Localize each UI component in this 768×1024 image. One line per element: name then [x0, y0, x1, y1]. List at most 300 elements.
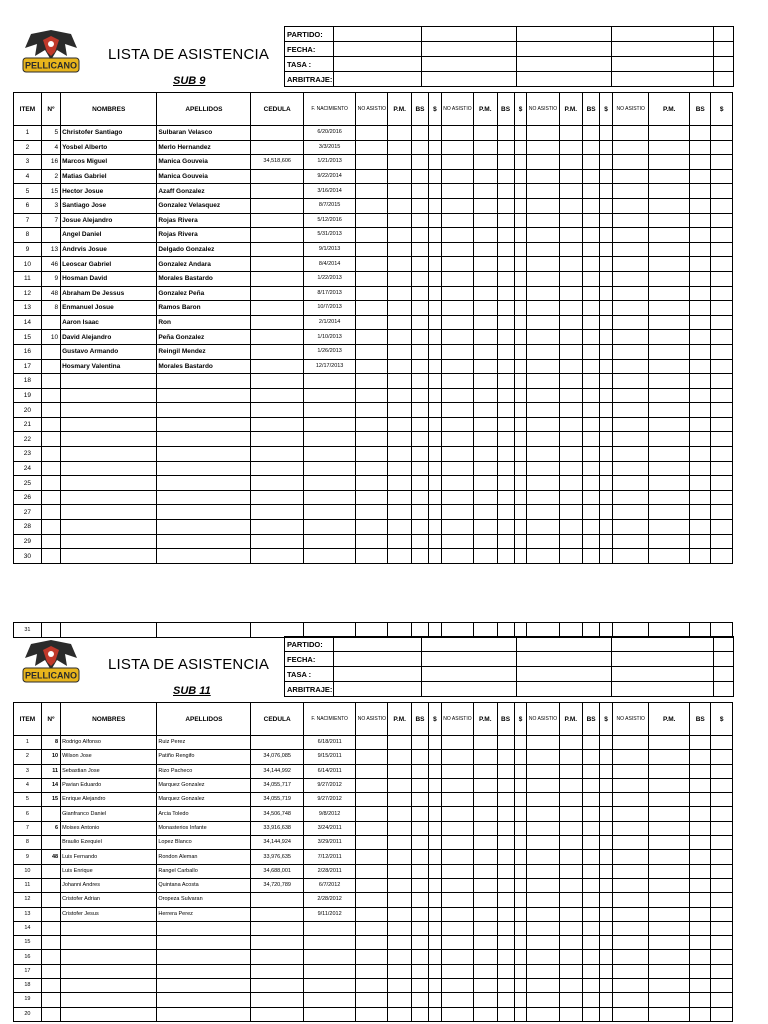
attendance-cell[interactable] — [411, 213, 428, 228]
attendance-cell[interactable] — [356, 850, 388, 864]
attendance-cell[interactable] — [514, 778, 527, 792]
attendance-cell[interactable] — [559, 778, 583, 792]
row-number[interactable]: 7 — [41, 213, 60, 228]
attendance-cell[interactable] — [583, 807, 600, 821]
row-fecha-nacimiento[interactable] — [303, 490, 355, 505]
attendance-cell[interactable] — [613, 921, 649, 935]
attendance-cell[interactable] — [356, 461, 388, 476]
row-number[interactable]: 11 — [41, 764, 60, 778]
attendance-cell[interactable] — [527, 403, 559, 418]
attendance-cell[interactable] — [649, 936, 690, 950]
attendance-cell[interactable] — [473, 979, 497, 993]
attendance-cell[interactable] — [473, 213, 497, 228]
attendance-cell[interactable] — [441, 228, 473, 243]
attendance-cell[interactable] — [583, 476, 600, 491]
attendance-cell[interactable] — [527, 242, 559, 257]
attendance-cell[interactable] — [583, 993, 600, 1007]
attendance-cell[interactable] — [690, 821, 711, 835]
attendance-cell[interactable] — [411, 979, 428, 993]
attendance-cell[interactable] — [356, 979, 388, 993]
attendance-cell[interactable] — [473, 534, 497, 549]
attendance-cell[interactable] — [690, 461, 711, 476]
attendance-cell[interactable] — [388, 864, 412, 878]
attendance-cell[interactable] — [600, 1007, 613, 1021]
row-apellidos[interactable]: Morales Bastardo — [157, 271, 251, 286]
row-cedula[interactable] — [251, 184, 303, 199]
attendance-cell[interactable] — [583, 821, 600, 835]
attendance-cell[interactable] — [583, 850, 600, 864]
attendance-cell[interactable] — [649, 432, 690, 447]
attendance-cell[interactable] — [411, 126, 428, 141]
attendance-cell[interactable] — [711, 778, 733, 792]
attendance-cell[interactable] — [473, 344, 497, 359]
attendance-cell[interactable] — [497, 403, 514, 418]
attendance-cell[interactable] — [690, 907, 711, 921]
row-fecha-nacimiento[interactable] — [303, 921, 355, 935]
attendance-cell[interactable] — [583, 936, 600, 950]
attendance-cell[interactable] — [527, 921, 559, 935]
attendance-cell[interactable] — [514, 432, 527, 447]
row-nombres[interactable]: Enrique Alejandro — [61, 793, 157, 807]
attendance-cell[interactable] — [429, 271, 442, 286]
attendance-cell[interactable] — [441, 936, 473, 950]
attendance-cell[interactable] — [356, 403, 388, 418]
attendance-cell[interactable] — [388, 126, 412, 141]
attendance-cell[interactable] — [356, 864, 388, 878]
attendance-cell[interactable] — [473, 921, 497, 935]
attendance-cell[interactable] — [527, 257, 559, 272]
attendance-cell[interactable] — [411, 301, 428, 316]
row-apellidos[interactable]: Monasterios Infante — [157, 821, 251, 835]
attendance-cell[interactable] — [388, 388, 412, 403]
attendance-cell[interactable] — [514, 821, 527, 835]
attendance-cell[interactable] — [583, 257, 600, 272]
attendance-cell[interactable] — [649, 979, 690, 993]
attendance-cell[interactable] — [527, 140, 559, 155]
row-fecha-nacimiento[interactable]: 9/27/2012 — [303, 793, 355, 807]
attendance-cell[interactable] — [690, 228, 711, 243]
attendance-cell[interactable] — [429, 836, 442, 850]
attendance-cell[interactable] — [473, 198, 497, 213]
attendance-cell[interactable] — [583, 549, 600, 564]
attendance-cell[interactable] — [527, 878, 559, 892]
attendance-cell[interactable] — [356, 505, 388, 520]
row-nombres[interactable] — [61, 432, 157, 447]
attendance-cell[interactable] — [388, 359, 412, 374]
attendance-cell[interactable] — [711, 750, 733, 764]
row-apellidos[interactable] — [157, 505, 251, 520]
attendance-cell[interactable] — [473, 286, 497, 301]
attendance-cell[interactable] — [527, 198, 559, 213]
attendance-cell[interactable] — [441, 1007, 473, 1021]
attendance-cell[interactable] — [388, 257, 412, 272]
attendance-cell[interactable] — [411, 271, 428, 286]
attendance-cell[interactable] — [600, 432, 613, 447]
row-cedula[interactable] — [251, 374, 303, 389]
row-apellidos[interactable]: Ron — [157, 315, 251, 330]
attendance-cell[interactable] — [649, 993, 690, 1007]
attendance-cell[interactable] — [600, 213, 613, 228]
attendance-cell[interactable] — [497, 359, 514, 374]
attendance-cell[interactable] — [613, 750, 649, 764]
attendance-cell[interactable] — [613, 461, 649, 476]
attendance-cell[interactable] — [356, 286, 388, 301]
attendance-cell[interactable] — [690, 850, 711, 864]
attendance-cell[interactable] — [388, 1007, 412, 1021]
row-cedula[interactable] — [251, 213, 303, 228]
attendance-cell[interactable] — [473, 950, 497, 964]
attendance-cell[interactable] — [711, 520, 733, 535]
attendance-cell[interactable] — [559, 242, 583, 257]
row-fecha-nacimiento[interactable] — [303, 936, 355, 950]
attendance-cell[interactable] — [527, 169, 559, 184]
attendance-cell[interactable] — [441, 388, 473, 403]
attendance-cell[interactable] — [583, 836, 600, 850]
attendance-cell[interactable] — [527, 374, 559, 389]
attendance-cell[interactable] — [429, 301, 442, 316]
row-number[interactable] — [41, 907, 60, 921]
attendance-cell[interactable] — [649, 228, 690, 243]
attendance-cell[interactable] — [613, 736, 649, 750]
row-cedula[interactable] — [251, 476, 303, 491]
attendance-cell[interactable] — [559, 520, 583, 535]
row-number[interactable] — [41, 461, 60, 476]
row-fecha-nacimiento[interactable] — [303, 950, 355, 964]
attendance-cell[interactable] — [473, 736, 497, 750]
attendance-cell[interactable] — [583, 301, 600, 316]
attendance-cell[interactable] — [388, 807, 412, 821]
attendance-cell[interactable] — [583, 764, 600, 778]
attendance-cell[interactable] — [527, 388, 559, 403]
attendance-cell[interactable] — [690, 893, 711, 907]
attendance-cell[interactable] — [497, 301, 514, 316]
row-nombres[interactable] — [61, 417, 157, 432]
row-number[interactable]: 13 — [41, 242, 60, 257]
row-apellidos[interactable] — [157, 403, 251, 418]
attendance-cell[interactable] — [649, 403, 690, 418]
attendance-cell[interactable] — [497, 432, 514, 447]
attendance-cell[interactable] — [356, 155, 388, 170]
attendance-cell[interactable] — [411, 778, 428, 792]
attendance-cell[interactable] — [527, 979, 559, 993]
attendance-cell[interactable] — [583, 330, 600, 345]
attendance-cell[interactable] — [429, 447, 442, 462]
attendance-cell[interactable] — [473, 257, 497, 272]
row-fecha-nacimiento[interactable]: 1/10/2013 — [303, 330, 355, 345]
attendance-cell[interactable] — [388, 893, 412, 907]
attendance-cell[interactable] — [649, 271, 690, 286]
attendance-cell[interactable] — [613, 893, 649, 907]
attendance-cell[interactable] — [441, 198, 473, 213]
row-cedula[interactable] — [251, 388, 303, 403]
attendance-cell[interactable] — [441, 864, 473, 878]
attendance-cell[interactable] — [649, 1007, 690, 1021]
attendance-cell[interactable] — [411, 228, 428, 243]
row-cedula[interactable] — [251, 993, 303, 1007]
attendance-cell[interactable] — [613, 907, 649, 921]
row-cedula[interactable] — [251, 286, 303, 301]
attendance-cell[interactable] — [559, 764, 583, 778]
row-nombres[interactable]: Rodrigo Alfonso — [61, 736, 157, 750]
row-nombres[interactable]: Pavian Eduardo — [61, 778, 157, 792]
row-apellidos[interactable]: Rangel Carballo — [157, 864, 251, 878]
attendance-cell[interactable] — [527, 447, 559, 462]
attendance-cell[interactable] — [527, 184, 559, 199]
attendance-cell[interactable] — [527, 490, 559, 505]
attendance-cell[interactable] — [559, 807, 583, 821]
attendance-cell[interactable] — [527, 359, 559, 374]
attendance-cell[interactable] — [473, 417, 497, 432]
attendance-cell[interactable] — [356, 764, 388, 778]
row-apellidos[interactable]: Gonzalez Peña — [157, 286, 251, 301]
row-nombres[interactable] — [61, 950, 157, 964]
attendance-cell[interactable] — [441, 242, 473, 257]
attendance-cell[interactable] — [711, 964, 733, 978]
attendance-cell[interactable] — [559, 388, 583, 403]
row-fecha-nacimiento[interactable]: 2/1/2014 — [303, 315, 355, 330]
attendance-cell[interactable] — [514, 979, 527, 993]
attendance-cell[interactable] — [600, 520, 613, 535]
row-number[interactable] — [41, 228, 60, 243]
attendance-cell[interactable] — [388, 417, 412, 432]
attendance-cell[interactable] — [711, 228, 733, 243]
row-nombres[interactable]: Aaron Isaac — [61, 315, 157, 330]
row-number[interactable] — [41, 936, 60, 950]
attendance-cell[interactable] — [473, 778, 497, 792]
row-nombres[interactable] — [61, 936, 157, 950]
attendance-cell[interactable] — [613, 850, 649, 864]
attendance-cell[interactable] — [613, 198, 649, 213]
row-apellidos[interactable] — [157, 520, 251, 535]
attendance-cell[interactable] — [527, 950, 559, 964]
row-cedula[interactable] — [251, 505, 303, 520]
attendance-cell[interactable] — [429, 907, 442, 921]
attendance-cell[interactable] — [583, 228, 600, 243]
attendance-cell[interactable] — [441, 520, 473, 535]
attendance-cell[interactable] — [388, 315, 412, 330]
attendance-cell[interactable] — [613, 403, 649, 418]
attendance-cell[interactable] — [473, 388, 497, 403]
row-cedula[interactable] — [251, 242, 303, 257]
attendance-cell[interactable] — [411, 198, 428, 213]
attendance-cell[interactable] — [497, 213, 514, 228]
attendance-cell[interactable] — [514, 850, 527, 864]
attendance-cell[interactable] — [690, 388, 711, 403]
row-apellidos[interactable] — [157, 490, 251, 505]
attendance-cell[interactable] — [388, 140, 412, 155]
attendance-cell[interactable] — [514, 140, 527, 155]
row-cedula[interactable]: 34,506,748 — [251, 807, 303, 821]
row-cedula[interactable] — [251, 126, 303, 141]
attendance-cell[interactable] — [600, 140, 613, 155]
row-cedula[interactable]: 34,518,606 — [251, 155, 303, 170]
attendance-cell[interactable] — [429, 140, 442, 155]
row-fecha-nacimiento[interactable]: 3/3/2015 — [303, 140, 355, 155]
attendance-cell[interactable] — [441, 344, 473, 359]
row-number[interactable] — [41, 520, 60, 535]
attendance-cell[interactable] — [514, 271, 527, 286]
attendance-cell[interactable] — [600, 228, 613, 243]
attendance-cell[interactable] — [388, 907, 412, 921]
attendance-cell[interactable] — [527, 286, 559, 301]
attendance-cell[interactable] — [411, 921, 428, 935]
row-cedula[interactable] — [251, 736, 303, 750]
attendance-cell[interactable] — [559, 821, 583, 835]
attendance-cell[interactable] — [429, 432, 442, 447]
attendance-cell[interactable] — [649, 155, 690, 170]
attendance-cell[interactable] — [711, 490, 733, 505]
row-fecha-nacimiento[interactable]: 3/24/2011 — [303, 821, 355, 835]
attendance-cell[interactable] — [559, 271, 583, 286]
row-apellidos[interactable] — [157, 993, 251, 1007]
attendance-cell[interactable] — [388, 778, 412, 792]
attendance-cell[interactable] — [411, 388, 428, 403]
row-apellidos[interactable]: Gonzalez Andara — [157, 257, 251, 272]
attendance-cell[interactable] — [356, 271, 388, 286]
attendance-cell[interactable] — [711, 907, 733, 921]
attendance-cell[interactable] — [356, 388, 388, 403]
attendance-cell[interactable] — [356, 534, 388, 549]
row-fecha-nacimiento[interactable]: 6/7/2012 — [303, 878, 355, 892]
attendance-cell[interactable] — [497, 286, 514, 301]
attendance-cell[interactable] — [429, 736, 442, 750]
attendance-cell[interactable] — [613, 344, 649, 359]
attendance-cell[interactable] — [356, 344, 388, 359]
row-cedula[interactable] — [251, 271, 303, 286]
attendance-cell[interactable] — [441, 169, 473, 184]
row-cedula[interactable] — [251, 907, 303, 921]
attendance-cell[interactable] — [411, 344, 428, 359]
row-apellidos[interactable]: Reingil Mendez — [157, 344, 251, 359]
attendance-cell[interactable] — [388, 447, 412, 462]
attendance-cell[interactable] — [559, 534, 583, 549]
attendance-cell[interactable] — [388, 344, 412, 359]
row-apellidos[interactable] — [157, 979, 251, 993]
attendance-cell[interactable] — [388, 736, 412, 750]
attendance-cell[interactable] — [690, 836, 711, 850]
attendance-cell[interactable] — [600, 271, 613, 286]
attendance-cell[interactable] — [514, 936, 527, 950]
attendance-cell[interactable] — [527, 964, 559, 978]
attendance-cell[interactable] — [559, 228, 583, 243]
row-number[interactable]: 4 — [41, 140, 60, 155]
attendance-cell[interactable] — [600, 447, 613, 462]
attendance-cell[interactable] — [441, 850, 473, 864]
attendance-cell[interactable] — [429, 993, 442, 1007]
attendance-cell[interactable] — [356, 301, 388, 316]
row-number[interactable] — [41, 374, 60, 389]
attendance-cell[interactable] — [649, 793, 690, 807]
attendance-cell[interactable] — [559, 315, 583, 330]
attendance-cell[interactable] — [411, 907, 428, 921]
attendance-cell[interactable] — [388, 764, 412, 778]
row-number[interactable] — [41, 490, 60, 505]
attendance-cell[interactable] — [711, 836, 733, 850]
row-nombres[interactable] — [61, 921, 157, 935]
attendance-cell[interactable] — [711, 198, 733, 213]
attendance-cell[interactable] — [497, 505, 514, 520]
attendance-cell[interactable] — [514, 993, 527, 1007]
attendance-cell[interactable] — [613, 213, 649, 228]
attendance-cell[interactable] — [583, 490, 600, 505]
attendance-cell[interactable] — [473, 878, 497, 892]
row-number[interactable] — [41, 388, 60, 403]
row-fecha-nacimiento[interactable] — [303, 505, 355, 520]
attendance-cell[interactable] — [388, 821, 412, 835]
attendance-cell[interactable] — [527, 793, 559, 807]
attendance-cell[interactable] — [711, 432, 733, 447]
row-apellidos[interactable]: Rojas Rivera — [157, 213, 251, 228]
attendance-cell[interactable] — [583, 432, 600, 447]
attendance-cell[interactable] — [429, 964, 442, 978]
attendance-cell[interactable] — [600, 169, 613, 184]
attendance-cell[interactable] — [600, 301, 613, 316]
attendance-cell[interactable] — [388, 950, 412, 964]
attendance-cell[interactable] — [514, 286, 527, 301]
attendance-cell[interactable] — [497, 184, 514, 199]
attendance-cell[interactable] — [649, 388, 690, 403]
attendance-cell[interactable] — [473, 476, 497, 491]
attendance-cell[interactable] — [711, 374, 733, 389]
row-number[interactable]: 5 — [41, 126, 60, 141]
attendance-cell[interactable] — [711, 315, 733, 330]
row-nombres[interactable]: Yosbel Alberto — [61, 140, 157, 155]
row-cedula[interactable] — [251, 344, 303, 359]
attendance-cell[interactable] — [711, 736, 733, 750]
attendance-cell[interactable] — [441, 359, 473, 374]
row-apellidos[interactable]: Azaff Gonzalez — [157, 184, 251, 199]
attendance-cell[interactable] — [527, 807, 559, 821]
attendance-cell[interactable] — [441, 301, 473, 316]
attendance-cell[interactable] — [411, 476, 428, 491]
attendance-cell[interactable] — [356, 836, 388, 850]
attendance-cell[interactable] — [711, 447, 733, 462]
row-cedula[interactable] — [251, 534, 303, 549]
attendance-cell[interactable] — [690, 417, 711, 432]
attendance-cell[interactable] — [690, 447, 711, 462]
attendance-cell[interactable] — [583, 736, 600, 750]
attendance-cell[interactable] — [711, 534, 733, 549]
row-apellidos[interactable]: Rizo Pacheco — [157, 764, 251, 778]
row-number[interactable] — [41, 950, 60, 964]
row-fecha-nacimiento[interactable] — [303, 964, 355, 978]
attendance-cell[interactable] — [473, 315, 497, 330]
attendance-cell[interactable] — [583, 198, 600, 213]
attendance-cell[interactable] — [388, 993, 412, 1007]
attendance-cell[interactable] — [441, 286, 473, 301]
attendance-cell[interactable] — [559, 736, 583, 750]
attendance-cell[interactable] — [356, 169, 388, 184]
attendance-cell[interactable] — [600, 242, 613, 257]
attendance-cell[interactable] — [583, 907, 600, 921]
attendance-cell[interactable] — [356, 198, 388, 213]
attendance-cell[interactable] — [411, 807, 428, 821]
attendance-cell[interactable] — [473, 490, 497, 505]
row-cedula[interactable]: 34,720,789 — [251, 878, 303, 892]
attendance-cell[interactable] — [497, 878, 514, 892]
attendance-cell[interactable] — [583, 447, 600, 462]
attendance-cell[interactable] — [690, 330, 711, 345]
attendance-cell[interactable] — [711, 850, 733, 864]
attendance-cell[interactable] — [356, 242, 388, 257]
attendance-cell[interactable] — [429, 330, 442, 345]
attendance-cell[interactable] — [411, 864, 428, 878]
attendance-cell[interactable] — [613, 330, 649, 345]
attendance-cell[interactable] — [613, 979, 649, 993]
attendance-cell[interactable] — [429, 242, 442, 257]
row-apellidos[interactable]: Manica Gouveia — [157, 155, 251, 170]
attendance-cell[interactable] — [514, 344, 527, 359]
